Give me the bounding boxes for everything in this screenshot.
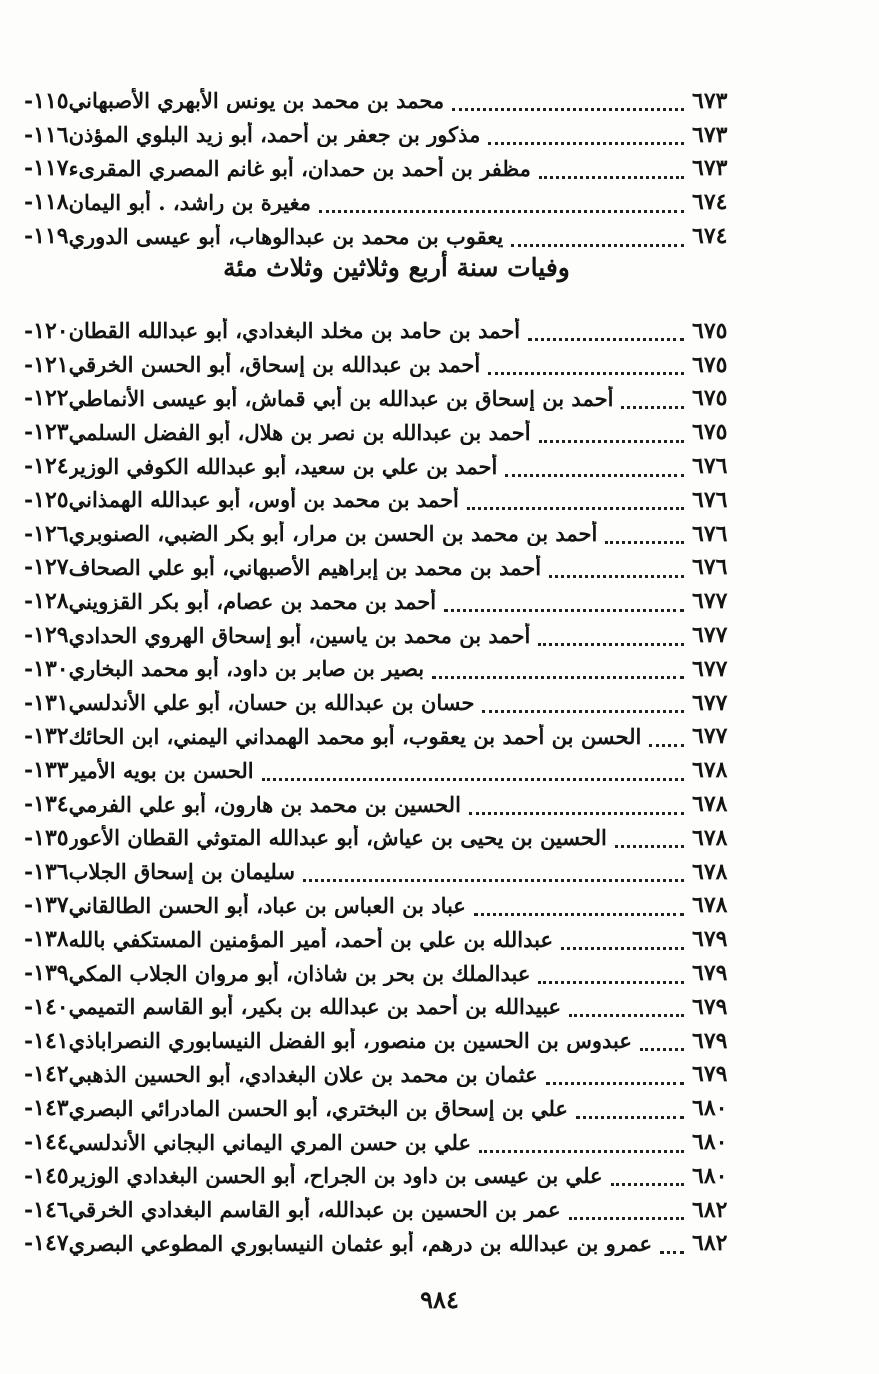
index-entry xyxy=(20,1193,762,1227)
entry-name: عباد بن العباس بن عباد، أبو الحسن الطالقاني xyxy=(68,892,466,918)
entry-name: مظفر بن أحمد بن حمدان، أبو غانم المصري المقرىء xyxy=(68,155,531,181)
index-entry xyxy=(20,1024,762,1058)
entry-page: ٦٧٩ xyxy=(692,1061,728,1088)
index-entry xyxy=(20,1058,762,1092)
entry-page: ٦٧٧ xyxy=(692,689,728,716)
entry-name: عثمان بن محمد بن علان البغدادي، أبو الحسين الذهبي xyxy=(68,1061,538,1087)
entry-name: أحمد بن محمد بن إبراهيم الأصبهاني، أبو علي الصحاف xyxy=(68,554,542,580)
entry-page: ٦٧٩ xyxy=(692,993,728,1020)
entry-page: ٦٧٩ xyxy=(692,1027,728,1054)
entry-number: ١٤٤- xyxy=(24,1129,69,1156)
index-entry xyxy=(20,348,762,382)
index-entry xyxy=(20,1091,762,1125)
index-entry xyxy=(20,821,762,855)
entry-number: ١٢٦- xyxy=(24,520,69,547)
dot-leader xyxy=(615,835,684,848)
index-entry xyxy=(20,956,762,990)
entry-list-after xyxy=(20,314,762,1260)
entry-page: ٦٧٣ xyxy=(692,87,728,114)
index-entry xyxy=(20,787,762,821)
entry-name: عبيدالله بن أحمد بن عبدالله بن بكير، أبو القاسم التميمي xyxy=(68,994,562,1020)
entry-name: أحمد بن محمد بن عصام، أبو بكر القزويني xyxy=(68,588,437,614)
index-entry xyxy=(20,382,762,416)
entry-number: ١٤٢- xyxy=(24,1061,69,1088)
entry-number: ١٣٢- xyxy=(24,723,69,750)
dot-leader xyxy=(482,700,684,713)
dot-leader xyxy=(432,666,684,679)
entry-name: مغيرة بن راشد، . أبو اليمان xyxy=(68,189,312,215)
entry-number: ١٢٨- xyxy=(24,588,69,615)
entry-name: علي بن حسن المري اليماني البجاني الأندلسي xyxy=(68,1129,472,1155)
entry-name: عبدالله بن علي بن أحمد، أمير المؤمنين المستكفي بالله xyxy=(68,926,553,952)
dot-leader xyxy=(474,903,684,916)
dot-leader xyxy=(649,734,684,747)
entry-page: ٦٨٠ xyxy=(692,1162,728,1189)
index-entry xyxy=(20,219,762,253)
entry-number: ١٣١- xyxy=(24,689,69,716)
entry-name: أحمد بن علي بن سعيد، أبو عبدالله الكوفي الوزير xyxy=(68,453,498,479)
dot-leader xyxy=(611,1173,684,1186)
dot-leader xyxy=(452,98,684,111)
dot-leader xyxy=(479,1140,684,1153)
index-entry xyxy=(20,84,762,118)
dot-leader xyxy=(621,396,684,409)
entry-number: ١٣٣- xyxy=(24,757,69,784)
entry-name: مذكور بن جعفر بن أحمد، أبو زيد البلوي المؤذن xyxy=(68,122,481,148)
dot-leader xyxy=(469,802,684,815)
entry-number: ١٣٩- xyxy=(24,960,69,987)
dot-leader xyxy=(303,869,684,882)
entry-page: ٦٧٧ xyxy=(692,723,728,750)
entry-number: ١٣٤- xyxy=(24,791,69,818)
dot-leader xyxy=(561,937,684,950)
entry-name: الحسين بن محمد بن هارون، أبو علي الفرمي xyxy=(68,791,461,817)
entry-name: علي بن عيسى بن داود بن الجراح، أبو الحسن البغدادي الوزير xyxy=(68,1163,603,1189)
dot-leader xyxy=(488,362,684,375)
entry-number: ١٢٢- xyxy=(24,385,69,412)
dot-leader xyxy=(660,1241,684,1254)
entry-page: ٦٨٠ xyxy=(692,1129,728,1156)
index-entry xyxy=(20,753,762,787)
entry-name: أحمد بن عبدالله بن نصر بن هلال، أبو الفضل السلمي xyxy=(68,419,531,445)
entry-page: ٦٧٣ xyxy=(692,121,728,148)
entry-page: ٦٧٥ xyxy=(692,419,728,446)
entry-page: ٦٨٢ xyxy=(692,1196,728,1223)
dot-leader xyxy=(569,1004,684,1017)
entry-number: ١٢٥- xyxy=(24,486,69,513)
entry-number: ١٢٣- xyxy=(24,419,69,446)
entry-page: ٦٧٧ xyxy=(692,655,728,682)
index-entry xyxy=(20,1227,762,1261)
index-entry xyxy=(20,449,762,483)
entry-name: حسان بن عبدالله بن حسان، أبو علي الأندلسي xyxy=(68,690,475,716)
dot-leader xyxy=(546,1072,684,1085)
entry-number: ١٣٠- xyxy=(24,655,69,682)
entry-name: علي بن إسحاق بن البختري، أبو الحسن المادرائي البصري xyxy=(68,1095,568,1121)
dot-leader xyxy=(549,565,684,578)
dot-leader xyxy=(262,768,684,781)
index-entry xyxy=(20,584,762,618)
dot-leader xyxy=(488,132,684,145)
entry-name: عبدالملك بن بحر بن شاذان، أبو مروان الجلاب المكي xyxy=(68,960,531,986)
entry-page: ٦٧٦ xyxy=(692,554,728,581)
index-entry xyxy=(20,185,762,219)
entry-page: ٦٧٨ xyxy=(692,858,728,885)
index-entry xyxy=(20,922,762,956)
entry-name: الحسن بن بويه الأمير xyxy=(68,757,254,783)
index-entry xyxy=(20,1125,762,1159)
entry-page: ٦٧٤ xyxy=(692,223,728,250)
section-title: وفيات سنة أربع وثلاثين وثلاث مئة xyxy=(223,253,570,282)
dot-leader xyxy=(576,1106,684,1119)
entry-number: ١٤٠- xyxy=(24,993,69,1020)
entry-name: سليمان بن إسحاق الجلاب xyxy=(68,859,295,885)
index-entry xyxy=(20,314,762,348)
entry-number: ١١٥- xyxy=(24,87,69,114)
entry-page: ٦٧٥ xyxy=(692,385,728,412)
dot-leader xyxy=(605,531,684,544)
index-entry xyxy=(20,686,762,720)
dot-leader xyxy=(569,1207,684,1220)
entry-number: ١٢٧- xyxy=(24,554,69,581)
entry-number: ١١٦- xyxy=(24,121,69,148)
entry-name: محمد بن محمد بن يونس الأبهري الأصبهاني xyxy=(68,88,445,114)
entry-page: ٦٧٨ xyxy=(692,824,728,851)
entry-number: ١٣٧- xyxy=(24,892,69,919)
index-entry xyxy=(20,551,762,585)
entry-number: ١٤٥- xyxy=(24,1162,69,1189)
entry-page: ٦٧٥ xyxy=(692,317,728,344)
entry-page: ٦٧٩ xyxy=(692,926,728,953)
entry-number: ١٢٠- xyxy=(24,317,69,344)
entry-page: ٦٧٨ xyxy=(692,791,728,818)
entry-page: ٦٨٠ xyxy=(692,1095,728,1122)
entry-name: الحسين بن يحيى بن عياش، أبو عبدالله المتوثي القطان الأعور xyxy=(68,825,607,851)
index-entry xyxy=(20,118,762,152)
entry-name: أحمد بن عبدالله بن إسحاق، أبو الحسن الخرقي xyxy=(68,352,481,378)
page-number: ٩٨٤ xyxy=(420,1285,459,1314)
entry-number: ١٢١- xyxy=(24,351,69,378)
entry-number: ١١٧- xyxy=(24,155,69,182)
entry-name: يعقوب بن محمد بن عبدالوهاب، أبو عيسى الدوري xyxy=(68,223,504,249)
index-entry xyxy=(20,517,762,551)
dot-leader xyxy=(538,971,684,984)
entry-page: ٦٧٧ xyxy=(692,588,728,615)
index-entry xyxy=(20,1159,762,1193)
entry-number: ١٤٧- xyxy=(24,1230,69,1257)
entry-name: أحمد بن محمد بن ياسين، أبو إسحاق الهروي الحدادي xyxy=(68,622,531,648)
entry-page: ٦٧٤ xyxy=(692,189,728,216)
entry-name: بصير بن صابر بن داود، أبو محمد البخاري xyxy=(68,656,425,682)
dot-leader xyxy=(539,166,684,179)
entry-page: ٦٧٥ xyxy=(692,351,728,378)
index-entry xyxy=(20,618,762,652)
index-entry xyxy=(20,152,762,186)
entry-page: ٦٧٩ xyxy=(692,960,728,987)
entry-name: الحسن بن أحمد بن يعقوب، أبو محمد الهمداني اليمني، ابن الحائك xyxy=(68,723,642,749)
entry-number: ١٢٩- xyxy=(24,622,69,649)
entry-number: ١٣٦- xyxy=(24,858,69,885)
entry-page: ٦٧٦ xyxy=(692,486,728,513)
dot-leader xyxy=(511,234,684,247)
entry-name: أحمد بن محمد بن الحسن بن مرار، أبو بكر الضبي، الصنوبري xyxy=(68,521,598,547)
entry-page: ٦٧٦ xyxy=(692,520,728,547)
dot-leader xyxy=(640,1038,684,1051)
entry-name: عبدوس بن الحسين بن منصور، أبو الفضل النيسابوري النصراباذي xyxy=(68,1028,632,1054)
entry-name: عمرو بن عبدالله بن درهم، أبو عثمان النيسابوري المطوعي البصري xyxy=(68,1230,653,1256)
index-entry xyxy=(20,720,762,754)
dot-leader xyxy=(539,430,684,443)
index-entry xyxy=(20,415,762,449)
dot-leader xyxy=(319,200,684,213)
entry-number: ١٣٥- xyxy=(24,824,69,851)
dot-leader xyxy=(528,328,684,341)
index-entry xyxy=(20,889,762,923)
dot-leader xyxy=(538,633,684,646)
index-entry xyxy=(20,483,762,517)
entry-page: ٦٧٨ xyxy=(692,892,728,919)
entry-page: ٦٧٨ xyxy=(692,757,728,784)
index-entry xyxy=(20,652,762,686)
dot-leader xyxy=(467,497,684,510)
entry-number: ١٢٤- xyxy=(24,453,69,480)
entry-name: أحمد بن حامد بن مخلد البغدادي، أبو عبدالله القطان xyxy=(68,318,521,344)
entry-name: أحمد بن محمد بن أوس، أبو عبدالله الهمذاني xyxy=(68,487,459,513)
entry-number: ١١٨- xyxy=(24,189,69,216)
entry-page: ٦٧٧ xyxy=(692,622,728,649)
dot-leader xyxy=(505,464,684,477)
entry-page: ٦٧٦ xyxy=(692,453,728,480)
entry-number: ١٤٣- xyxy=(24,1095,69,1122)
entry-name: أحمد بن إسحاق بن عبدالله بن أبي قماش، أبو عيسى الأنماطي xyxy=(68,385,614,411)
dot-leader xyxy=(444,599,684,612)
entry-page: ٦٧٣ xyxy=(692,155,728,182)
entry-list-before xyxy=(20,84,762,253)
entry-number: ١٤٦- xyxy=(24,1196,69,1223)
entry-name: عمر بن الحسين بن عبدالله، أبو القاسم البغدادي الخرقي xyxy=(68,1197,561,1223)
index-entry xyxy=(20,855,762,889)
entry-number: ١٤١- xyxy=(24,1027,69,1054)
entry-number: ١٣٨- xyxy=(24,926,69,953)
index-entry xyxy=(20,990,762,1024)
entry-number: ١١٩- xyxy=(24,223,69,250)
entry-page: ٦٨٢ xyxy=(692,1230,728,1257)
